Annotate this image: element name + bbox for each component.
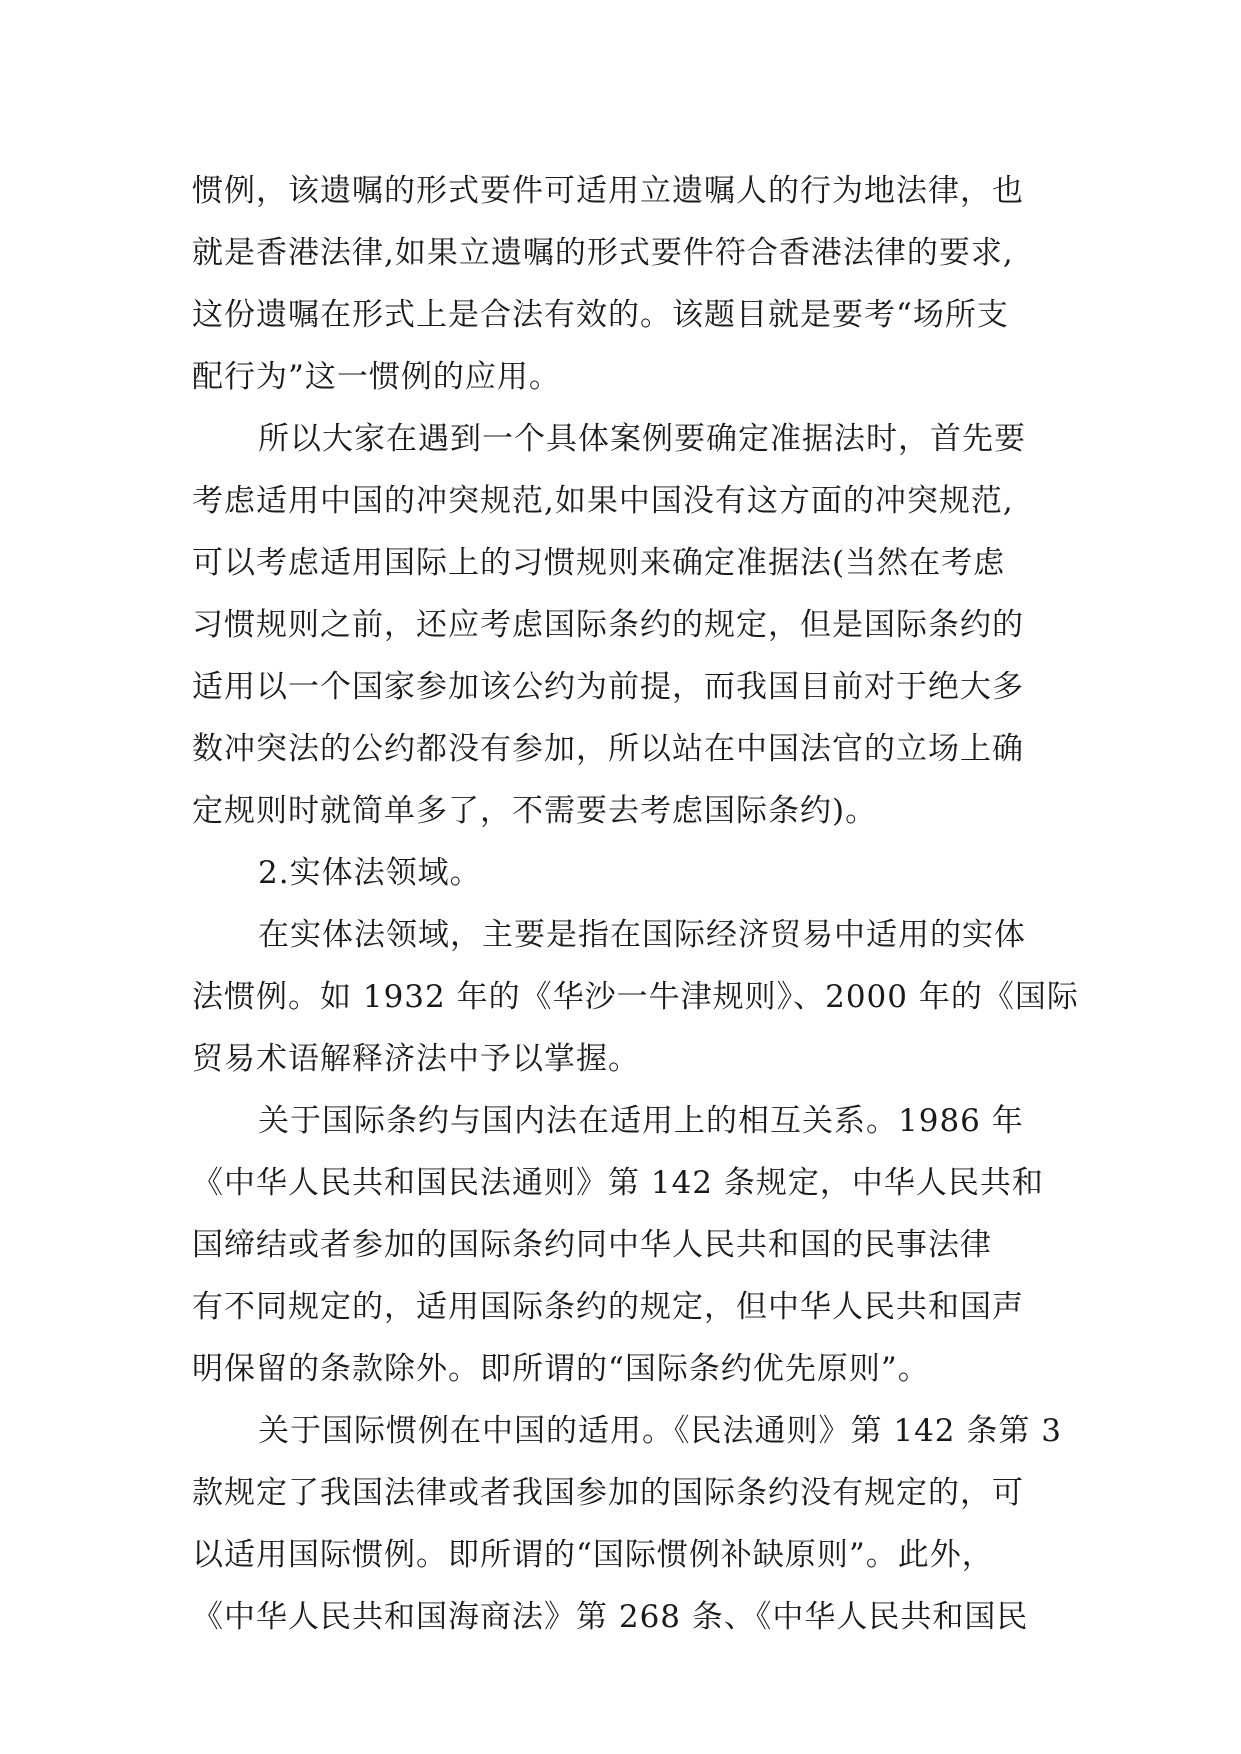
text-line: 明保留的条款除外。即所谓的“国际条约优先原则”。 <box>192 1351 930 1387</box>
text-line: 考虑适用中国的冲突规范,如果中国没有这方面的冲突规范, <box>192 483 1014 519</box>
text-line: 数冲突法的公约都没有参加，所以站在中国法官的立场上确 <box>192 731 1024 767</box>
text-line: 定规则时就简单多了，不需要去考虑国际条约)。 <box>192 793 878 829</box>
text-line: 贸易术语解释济法中予以掌握。 <box>192 1041 640 1077</box>
text-line: 以适用国际惯例。即所谓的“国际惯例补缺原则”。此外， <box>192 1537 994 1573</box>
paragraph-start-line: 所以大家在遇到一个具体案例要确定准据法时，首先要 <box>258 421 1026 457</box>
text-line: 适用以一个国家参加该公约为前提，而我国目前对于绝大多 <box>192 669 1024 705</box>
text-line: 配行为”这一惯例的应用。 <box>192 359 561 395</box>
paragraph-start-line: 关于国际条约与国内法在适用上的相互关系。1986 年 <box>258 1103 1024 1139</box>
text-line: 国缔结或者参加的国际条约同中华人民共和国的民事法律 <box>192 1227 992 1263</box>
text-line: 《中华人民共和国海商法》第 268 条、《中华人民共和国民 <box>192 1599 1029 1635</box>
document-body <box>192 160 1079 1648</box>
paragraph-start-line: 在实体法领域，主要是指在国际经济贸易中适用的实体 <box>258 917 1026 953</box>
text-line: 有不同规定的，适用国际条约的规定，但中华人民共和国声 <box>192 1289 1024 1325</box>
text-line: 这份遗嘱在形式上是合法有效的。该题目就是要考“场所支 <box>192 297 1009 333</box>
text-line: 可以考虑适用国际上的习惯规则来确定准据法(当然在考虑 <box>192 545 1006 581</box>
text-line: 款规定了我国法律或者我国参加的国际条约没有规定的，可 <box>192 1475 1024 1511</box>
text-line: 惯例，该遗嘱的形式要件可适用立遗嘱人的行为地法律，也 <box>192 173 1024 209</box>
text-line: 习惯规则之前，还应考虑国际条约的规定，但是国际条约的 <box>192 607 1024 643</box>
paragraph-start-line: 关于国际惯例在中国的适用。《民法通则》第 142 条第 3 <box>258 1413 1062 1449</box>
section-heading: 2.实体法领域。 <box>258 855 482 891</box>
text-line: 法惯例。如 1932 年的《华沙一牛津规则》、2000 年的《国际 <box>192 979 1079 1015</box>
text-line: 就是香港法律,如果立遗嘱的形式要件符合香港法律的要求, <box>192 235 1014 271</box>
text-line: 《中华人民共和国民法通则》第 142 条规定，中华人民共和 <box>192 1165 1044 1201</box>
